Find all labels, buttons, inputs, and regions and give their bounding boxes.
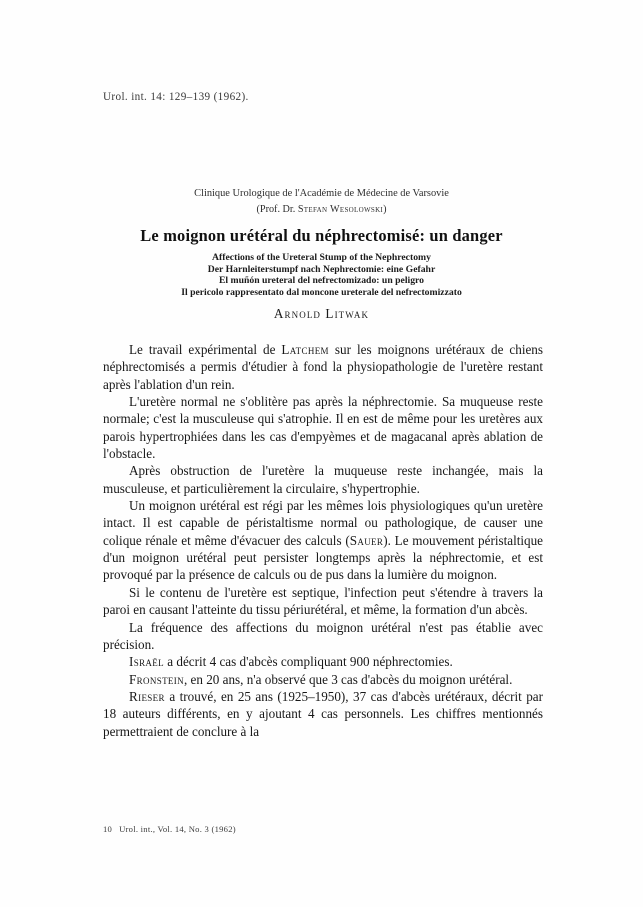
para-7: [103, 653, 543, 670]
cited-author: Fronstein: [129, 671, 184, 687]
affiliation-head-name: Stefan Wesolowski: [297, 203, 384, 215]
body-text-run: Un moignon urétéral est régi par les mêmes lois physiologiques qu'un uretère intact. Il est capable de péristaltisme normal ou pathologique, de causer une colique rénale et même d'évacuer des calculs (: [103, 498, 543, 548]
para-9: [103, 688, 543, 740]
para-5: [103, 584, 543, 619]
body-text-run: sur les moignons urétéraux de chiens néphrectomisés a permis d'étudier à fond la physiopathologie de l'uretère restant après l'ablation d'un rein.: [103, 342, 543, 392]
body-text-run: , en 20 ans, n'a observé que 3 cas d'abcès du moignon urétéral.: [183, 671, 513, 687]
subtitle-italian: Il pericolo rappresentato dal moncone ureterale del nefrectomizzato: [181, 286, 462, 298]
subtitle-block: [0, 252, 643, 298]
affiliation-institution: Clinique Urologique de l'Académie de Médecine de Varsovie: [194, 188, 449, 199]
affiliation-head: [0, 202, 643, 218]
page-footer: [103, 824, 236, 834]
body-text-run: Si le contenu de l'uretère est septique, l'infection peut s'étendre à travers la paroi en causant l'atteinte du tissu périurétéral, et même, la formation d'un abcès.: [103, 584, 543, 618]
article-body: [103, 341, 543, 740]
page-title: Le moignon urétéral du néphrectomisé: un danger: [140, 226, 503, 245]
cited-author: Latchem: [281, 342, 329, 357]
body-text-run: a décrit 4 cas d'abcès compliquant 900 néphrectomies.: [163, 654, 453, 670]
body-text-run: La fréquence des affections du moignon urétéral n'est pas établie avec précision.: [103, 619, 543, 652]
para-2: [103, 393, 543, 462]
affiliation-block: [0, 186, 643, 217]
cited-author: Sauer: [349, 532, 384, 548]
para-4: [103, 497, 543, 584]
para-3: [103, 462, 543, 497]
subtitle-english: Affections of the Ureteral Stump of the Nephrectomy: [212, 252, 431, 263]
subtitle-german: Der Harnleiterstumpf nach Nephrectomie: eine Gefahr: [207, 263, 436, 275]
para-8: [103, 671, 543, 688]
journal-citation-text: Urol. int. 14: 129–139 (1962).: [103, 91, 249, 103]
footer-signature: Urol. int., Vol. 14, No. 3 (1962): [119, 824, 236, 834]
cited-author: Rieser: [129, 688, 165, 704]
body-text-run: L'uretère normal ne s'oblitère pas après la néphrectomie. Sa muqueuse reste normale; c'est la musculeuse qui s'atrophie. Il en est de même pour les uretères aux parois hypertrophiées dans les cas d'empyèmes et de magacanal après ablation de l'obstacle.: [103, 394, 543, 462]
journal-citation: [103, 91, 249, 103]
subtitle-spanish: El muñón ureteral del nefrectomizado: un peligro: [218, 275, 425, 287]
footer-page-number: 10: [103, 824, 113, 834]
para-6: [103, 619, 543, 654]
para-1: [103, 341, 543, 393]
body-text-run: Le travail expérimental de: [129, 342, 282, 357]
cited-author: Israël: [129, 654, 164, 670]
body-text-run: Après obstruction de l'uretère la muqueuse reste inchangée, mais la musculeuse, et particulièrement la circulaire, s'hypertrophie.: [103, 463, 543, 496]
affiliation-head-suffix: ): [383, 203, 387, 215]
body-text-run: ). Le mouvement péristaltique d'un moignon urétéral peut persister longtemps après la néphrectomie, et est provoqué par la présence de calculs ou de pus dans la lumière du moignon.: [103, 532, 543, 583]
affiliation-head-prefix: (Prof. Dr.: [256, 203, 298, 215]
body-text-run: a trouvé, en 25 ans (1925–1950), 37 cas d'abcès urétéraux, décrit par 18 auteurs différents, en y ajoutant 4 cas personnels. Les chiffres mentionnés permettraient de conclure à la: [103, 688, 543, 739]
author-name: Arnold Litwak: [273, 306, 370, 321]
